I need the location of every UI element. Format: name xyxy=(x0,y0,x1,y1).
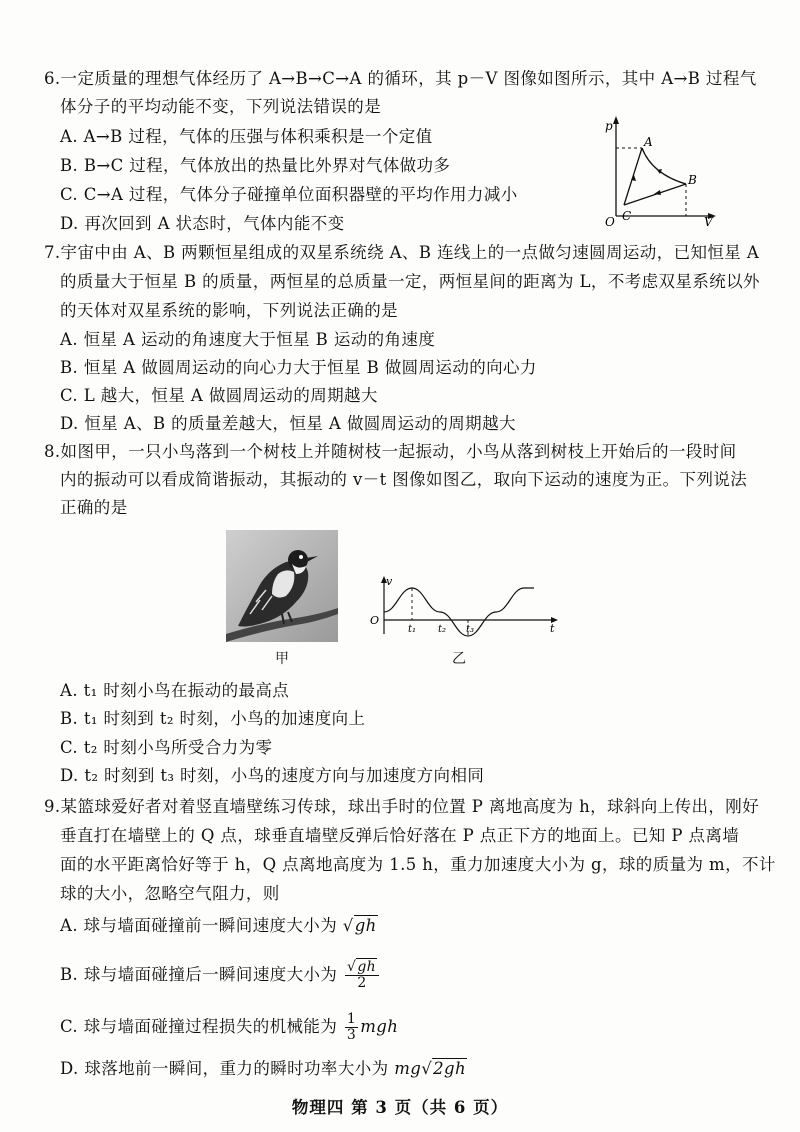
vt-t3-label: t₃ xyxy=(466,624,475,635)
q9-stem-line4: 球的大小，忽略空气阻力，则 xyxy=(60,884,280,903)
q9-option-d-pre: mg xyxy=(394,1059,422,1078)
q9-option-b-fraction xyxy=(345,960,379,991)
q7-option-d: D. 恒星 A、B 的质量差越大，恒星 A 做圆周运动的周期越大 xyxy=(60,414,516,433)
q8-option-a: A. t₁ 时刻小鸟在振动的最高点 xyxy=(60,681,290,700)
sqrt-symbol: √2gh xyxy=(421,1059,467,1078)
q9-option-c-num: 1 xyxy=(346,1011,357,1027)
q7-option-b: B. 恒星 A 做圆周运动的向心力大于恒星 B 做圆周运动的向心力 xyxy=(60,358,537,377)
q6-stem-line2: 体分子的平均动能不变，下列说法错误的是 xyxy=(60,97,382,116)
vt-axis-t-label: t xyxy=(550,622,555,635)
q9-option-b-den: 2 xyxy=(357,975,367,991)
q7-option-c: C. L 越大，恒星 A 做圆周运动的周期越大 xyxy=(60,386,378,405)
q6-option-a: A. A→B 过程，气体的压强与体积乘积是一个定值 xyxy=(60,127,433,146)
q9-option-a-math: gh xyxy=(354,916,377,935)
q8-stem-line2: 内的振动可以看成简谐振动，其振动的 v－t 图像如图乙，取向下运动的速度为正。下列说法 xyxy=(60,470,748,489)
caption-jia: 甲 xyxy=(275,651,289,667)
vt-origin-label: O xyxy=(370,614,380,627)
q9-option-b-num: gh xyxy=(357,959,377,975)
q6-option-b: B. B→C 过程，气体放出的热量比外界对气体做功多 xyxy=(60,156,451,175)
q7-stem-line1: 7.宇宙中由 A、B 两颗恒星组成的双星系统绕 A、B 连线上的一点做匀速圆周运动，已知恒星 A xyxy=(44,243,760,262)
q9-option-a xyxy=(60,915,378,937)
q9-stem-line2: 垂直打在墙壁上的 Q 点，球垂直墙壁反弹后恰好落在 P 点正下方的地面上。已知 P 点离墙 xyxy=(60,826,740,845)
q9-option-c-den: 3 xyxy=(346,1027,357,1043)
caption-yi: 乙 xyxy=(452,651,466,667)
q9-option-c-text: C. 球与墙面碰撞过程损失的机械能为 xyxy=(60,1017,338,1036)
vt-axis-v-label: v xyxy=(386,575,393,588)
q8-stem-line1: 8.如图甲，一只小鸟落到一个树枝上并随树枝一起振动，小鸟从落到树枝上开始后的一段时间 xyxy=(44,442,737,461)
page-footer: 物理四 第 3 页（共 6 页） xyxy=(291,1098,509,1117)
q9-option-b xyxy=(60,960,381,991)
q8-option-d: D. t₂ 时刻到 t₃ 时刻，小鸟的速度方向与加速度方向相同 xyxy=(60,766,485,785)
q6-option-c: C. C→A 过程，气体分子碰撞单位面积器壁的平均作用力减小 xyxy=(60,185,518,204)
q9-option-d xyxy=(60,1058,467,1080)
q9-stem-line1: 9.某篮球爱好者对着竖直墙壁练习传球，球出手时的位置 P 离地高度为 h，球斜向上传出，刚好 xyxy=(44,797,760,816)
q6-stem-line1: 6.一定质量的理想气体经历了 A→B→C→A 的循环，其 p－V 图像如图所示，其中 A→B 过程气 xyxy=(44,69,757,88)
q6-point-a-label: A xyxy=(644,135,653,149)
q8-stem-line3: 正确的是 xyxy=(60,498,128,517)
q8-option-b: B. t₁ 时刻到 t₂ 时刻，小鸟的加速度向上 xyxy=(60,709,366,728)
q9-option-a-text: A. 球与墙面碰撞前一瞬间速度大小为 xyxy=(60,916,338,935)
vt-t2-label: t₂ xyxy=(438,624,447,635)
vt-graph xyxy=(368,574,560,640)
q9-option-c-fraction xyxy=(345,1012,358,1043)
bird-photo xyxy=(226,530,338,642)
vt-t1-label: t₁ xyxy=(408,624,417,635)
q6-axis-p-label: p xyxy=(605,119,613,133)
q6-origin-label: O xyxy=(605,215,615,228)
q6-point-c-label: C xyxy=(622,209,632,223)
q6-axis-v-label: V xyxy=(704,215,713,228)
sqrt-symbol: √gh xyxy=(346,959,377,975)
q6-point-b-label: B xyxy=(688,173,697,187)
q9-option-c xyxy=(60,1012,398,1043)
q6-option-d: D. 再次回到 A 状态时，气体内能不变 xyxy=(60,214,345,233)
q7-stem-line2: 的质量大于恒星 B 的质量，两恒星的总质量一定，两恒星间的距离为 L，不考虑双星系统以外 xyxy=(60,272,760,291)
q6-pv-diagram xyxy=(598,112,720,228)
sqrt-symbol: √gh xyxy=(342,916,377,935)
q9-stem-line3: 面的水平距离恰好等于 h，Q 点离地高度为 1.5 h，重力加速度大小为 g，球的质量为 m，不计 xyxy=(60,855,776,874)
q7-stem-line3: 的天体对双星系统的影响，下列说法正确的是 xyxy=(60,301,398,320)
q9-option-b-text: B. 球与墙面碰撞后一瞬间速度大小为 xyxy=(60,965,338,984)
q8-option-c: C. t₂ 时刻小鸟所受合力为零 xyxy=(60,738,273,757)
q9-option-d-math: 2gh xyxy=(433,1059,467,1078)
q9-option-c-tail: mgh xyxy=(360,1017,399,1036)
q9-option-d-text: D. 球落地前一瞬间，重力的瞬时功率大小为 xyxy=(60,1059,389,1078)
q7-option-a: A. 恒星 A 运动的角速度大于恒星 B 运动的角速度 xyxy=(60,330,436,349)
